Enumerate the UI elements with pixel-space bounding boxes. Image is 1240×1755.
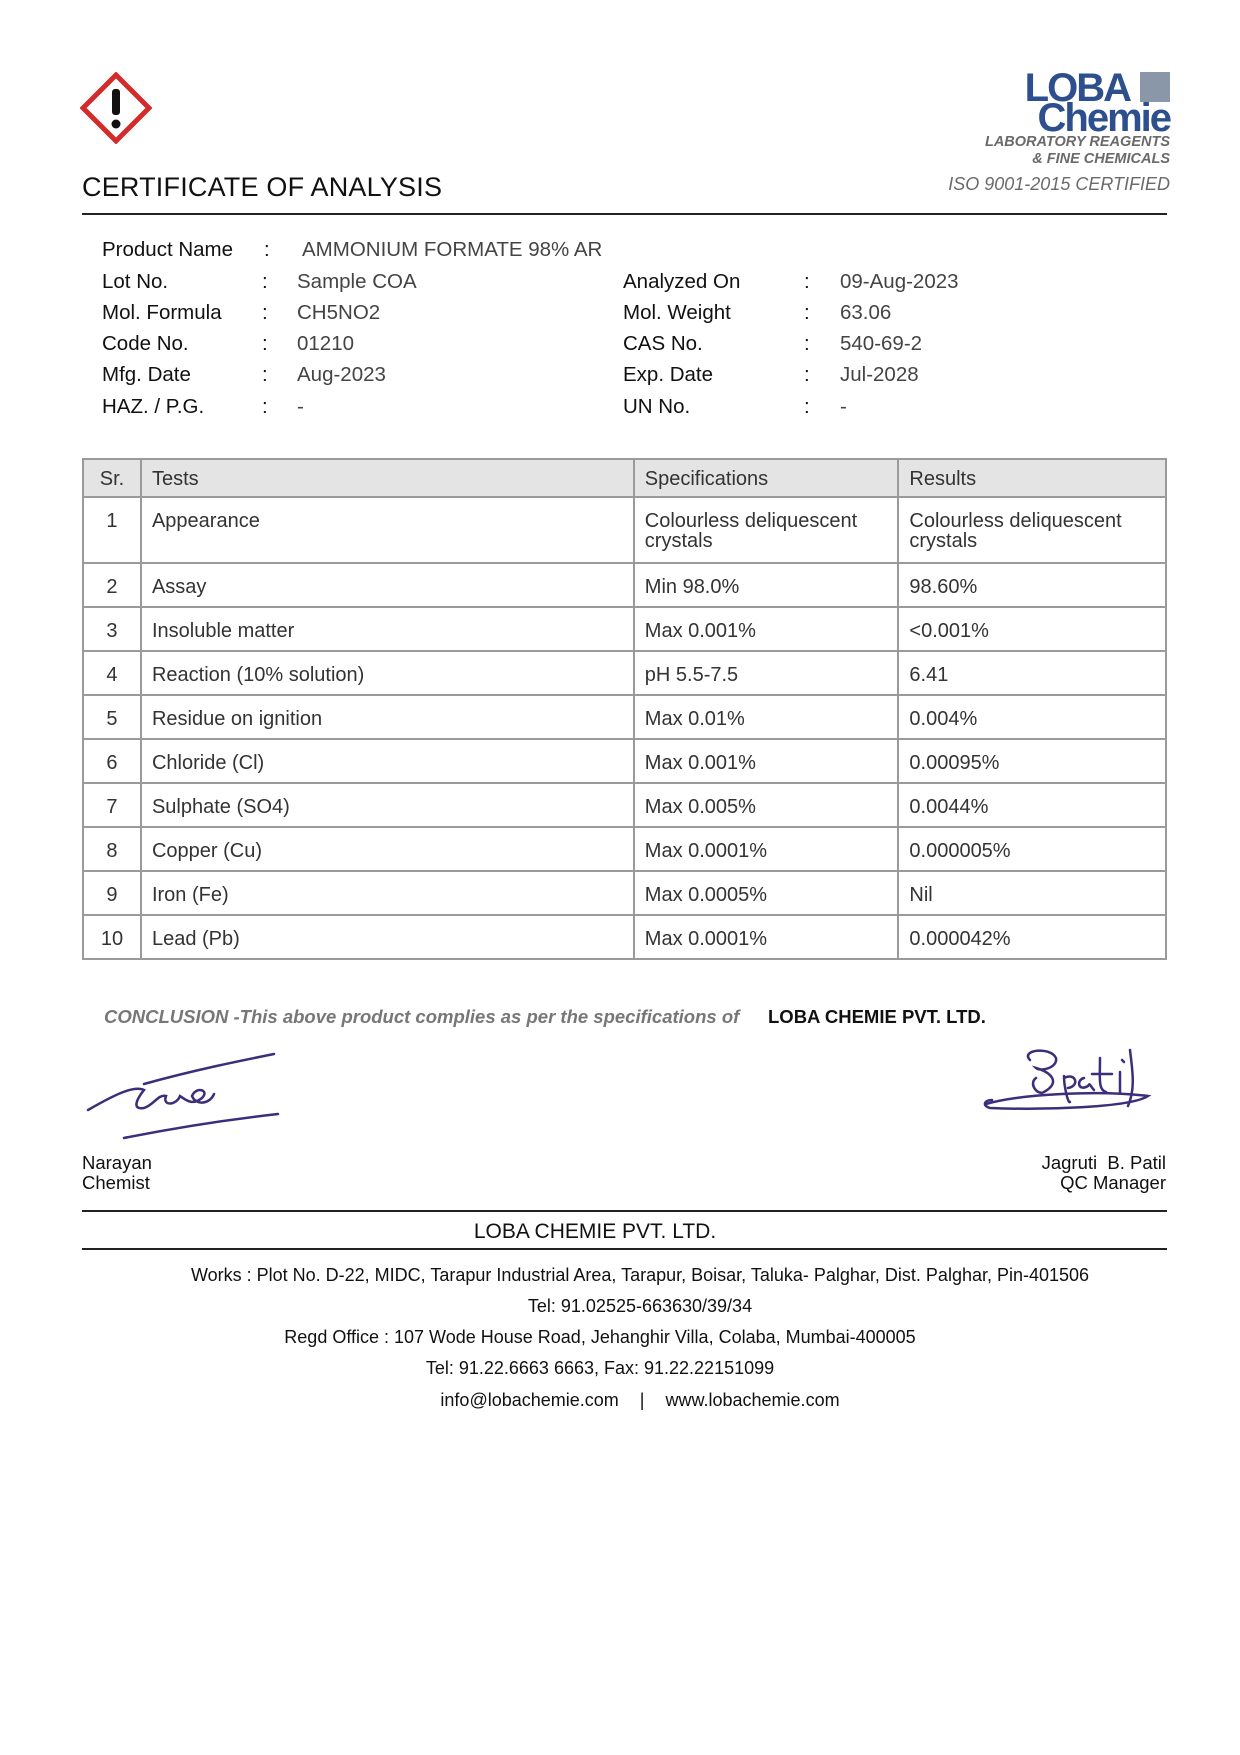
cell-sr: 7 — [83, 783, 141, 827]
info-label: CAS No. — [623, 332, 703, 355]
cell-result: <0.001% — [898, 607, 1166, 651]
info-value: Jul-2028 — [840, 363, 919, 386]
cell-test: Lead (Pb) — [141, 915, 634, 959]
info-value: 540-69-2 — [840, 332, 923, 355]
cell-test: Iron (Fe) — [141, 871, 634, 915]
table-row — [83, 651, 1166, 695]
cell-spec: Max 0.01% — [634, 695, 899, 739]
info-value: Aug-2023 — [297, 363, 386, 386]
colon: : — [262, 301, 268, 324]
cell-spec: pH 5.5-7.5 — [634, 651, 899, 695]
chemist-signature — [84, 1050, 284, 1145]
table-row — [83, 607, 1166, 651]
cell-test: Copper (Cu) — [141, 827, 634, 871]
chemist-name: Narayan — [82, 1152, 152, 1173]
colon: : — [804, 332, 810, 355]
iso-certification: ISO 9001-2015 CERTIFIED — [948, 174, 1170, 194]
cell-spec: Max 0.001% — [634, 739, 899, 783]
table-row — [83, 783, 1166, 827]
regd-office-telephone: Tel: 91.22.6663 6663, Fax: 91.22.22151099 — [425, 1358, 775, 1378]
cell-test: Sulphate (SO4) — [141, 783, 634, 827]
cell-test: Appearance — [141, 497, 634, 563]
cell-result: 0.0044% — [898, 783, 1166, 827]
colon: : — [804, 363, 810, 386]
logo-text-loba: LOBA — [1024, 66, 1130, 110]
cell-spec: Colourless deliquescent crystals — [634, 497, 899, 563]
email-link[interactable]: info@lobachemie.com — [440, 1390, 619, 1410]
table-row — [83, 563, 1166, 607]
info-label: Analyzed On — [623, 270, 741, 293]
info-label: Code No. — [102, 332, 189, 355]
header-results: Results — [898, 459, 1166, 497]
qc-manager-role: QC Manager — [1060, 1172, 1166, 1193]
website-link[interactable]: www.lobachemie.com — [665, 1390, 840, 1410]
table-header-row — [83, 459, 1166, 497]
cell-spec: Max 0.005% — [634, 783, 899, 827]
cell-sr: 3 — [83, 607, 141, 651]
cell-result: Colourless deliquescent crystals — [898, 497, 1166, 563]
info-value: 09-Aug-2023 — [840, 270, 959, 293]
cell-sr: 4 — [83, 651, 141, 695]
loba-chemie-logo — [950, 66, 1170, 140]
colon: : — [804, 301, 810, 324]
cell-result: 0.000005% — [898, 827, 1166, 871]
cell-sr: 2 — [83, 563, 141, 607]
info-label: Lot No. — [102, 270, 169, 293]
cell-sr: 1 — [83, 497, 141, 563]
header-divider — [82, 213, 1167, 215]
cell-spec: Max 0.0005% — [634, 871, 899, 915]
regd-office-address: Regd Office : 107 Wode House Road, Jehanghir Villa, Colaba, Mumbai-400005 — [284, 1327, 916, 1347]
table-row — [83, 739, 1166, 783]
cell-test: Reaction (10% solution) — [141, 651, 634, 695]
tests-table — [82, 458, 1167, 960]
colon: : — [262, 270, 268, 293]
page-title: CERTIFICATE OF ANALYSIS — [82, 172, 443, 202]
table-row — [83, 695, 1166, 739]
table-row — [83, 871, 1166, 915]
colon: : — [804, 270, 810, 293]
cell-spec: Min 98.0% — [634, 563, 899, 607]
info-value: Sample COA — [297, 270, 417, 293]
tagline-line-1: LABORATORY REAGENTS — [984, 134, 1170, 150]
info-value: - — [840, 395, 847, 418]
colon: : — [262, 363, 268, 386]
cell-result: 6.41 — [898, 651, 1166, 695]
header-tests: Tests — [141, 459, 634, 497]
cell-spec: Max 0.0001% — [634, 827, 899, 871]
cell-result: 98.60% — [898, 563, 1166, 607]
logo-tagline — [985, 134, 1170, 168]
info-value: - — [297, 395, 304, 418]
colon: : — [262, 332, 268, 355]
info-value: 01210 — [297, 332, 355, 355]
chemist-block — [82, 1153, 152, 1193]
cell-result: 0.004% — [898, 695, 1166, 739]
works-address: Works : Plot No. D-22, MIDC, Tarapur Industrial Area, Tarapur, Boisar, Taluka- Palghar, Dist. Palghar, Pin-401506 — [190, 1265, 1090, 1285]
tagline-line-2: & FINE CHEMICALS — [1032, 151, 1170, 167]
info-label: Mol. Formula — [102, 301, 222, 324]
qc-manager-name: Jagruti B. Patil — [1041, 1152, 1166, 1173]
info-label: Mfg. Date — [102, 363, 191, 386]
product-name-value: AMMONIUM FORMATE 98% AR — [302, 238, 603, 261]
header-sr: Sr. — [83, 459, 141, 497]
cell-sr: 5 — [83, 695, 141, 739]
exclamation-hazard-icon — [80, 72, 152, 144]
info-label: HAZ. / P.G. — [102, 395, 205, 418]
cell-result: 0.000042% — [898, 915, 1166, 959]
colon: : — [804, 395, 810, 418]
footer-company-name: LOBA CHEMIE PVT. LTD. — [473, 1220, 717, 1243]
chemist-role: Chemist — [82, 1172, 150, 1193]
cell-spec: Max 0.001% — [634, 607, 899, 651]
colon: : — [262, 395, 268, 418]
table-row — [83, 827, 1166, 871]
info-label: UN No. — [623, 395, 691, 418]
cell-test: Chloride (Cl) — [141, 739, 634, 783]
table-row — [83, 915, 1166, 959]
cell-result: 0.00095% — [898, 739, 1166, 783]
cell-sr: 9 — [83, 871, 141, 915]
header-specifications: Specifications — [634, 459, 899, 497]
cell-test: Assay — [141, 563, 634, 607]
conclusion-text: CONCLUSION -This above product complies as per the specifications of — [104, 1006, 740, 1027]
cell-sr: 10 — [83, 915, 141, 959]
works-telephone: Tel: 91.02525-663630/39/34 — [527, 1296, 753, 1316]
info-label: Mol. Weight — [623, 301, 731, 324]
conclusion-company: LOBA CHEMIE PVT. LTD. — [768, 1006, 986, 1027]
cell-result: Nil — [898, 871, 1166, 915]
colon: : — [264, 238, 270, 261]
qc-manager-block — [1042, 1153, 1166, 1193]
table-row — [83, 497, 1166, 563]
cell-sr: 6 — [83, 739, 141, 783]
cell-test: Insoluble matter — [141, 607, 634, 651]
info-value: 63.06 — [840, 301, 892, 324]
product-name-label: Product Name — [102, 238, 234, 261]
footer-divider-top — [82, 1210, 1167, 1212]
cell-sr: 8 — [83, 827, 141, 871]
contact-line — [0, 1390, 1240, 1411]
qc-manager-signature — [980, 1038, 1170, 1123]
cell-spec: Max 0.0001% — [634, 915, 899, 959]
cell-test: Residue on ignition — [141, 695, 634, 739]
contact-separator: | — [639, 1390, 645, 1410]
info-label: Exp. Date — [623, 363, 714, 386]
logo-text-chemie: Chemie — [1037, 96, 1170, 140]
footer-divider-bottom — [82, 1248, 1167, 1250]
info-value: CH5NO2 — [297, 301, 381, 324]
